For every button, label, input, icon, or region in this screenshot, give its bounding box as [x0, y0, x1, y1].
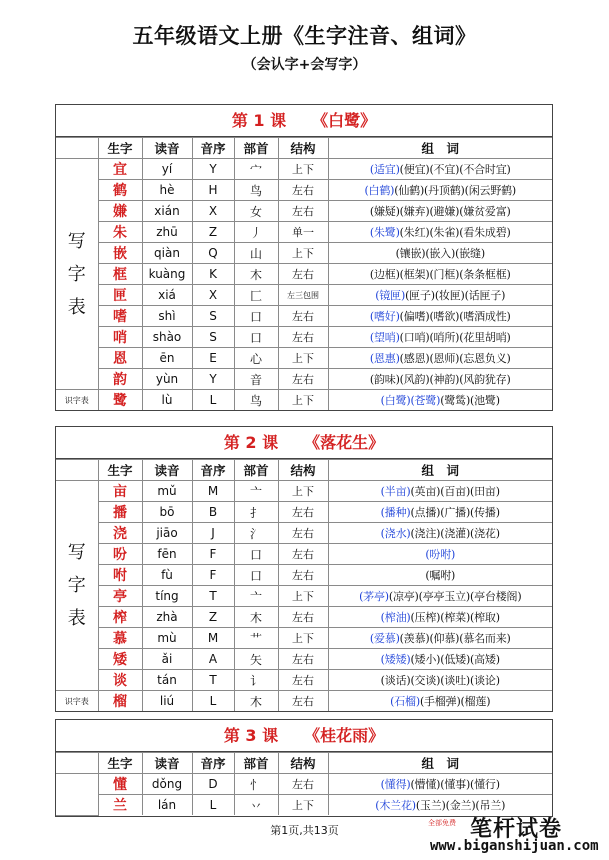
pinyin-cell: lù — [142, 390, 192, 411]
order-cell: Z — [192, 222, 234, 243]
words-cell — [328, 201, 552, 222]
radical-cell: 艹 — [234, 628, 278, 649]
text-word: (嫌疑)(嫌弃)(避嫌)(嫌贫爱富) — [369, 205, 511, 218]
text-word: (鹭鸶)(池鹭) — [440, 394, 500, 407]
words-cell — [328, 159, 552, 180]
order-cell: L — [192, 390, 234, 411]
pinyin-cell: ǎi — [142, 649, 192, 670]
structure-cell: 上下 — [278, 159, 328, 180]
text-word: (偏嗜)(嗜欲)(嗜酒成性) — [399, 310, 511, 323]
pinyin-cell: zhà — [142, 607, 192, 628]
words-cell — [328, 222, 552, 243]
text-word-highlight: (榨油) — [380, 611, 411, 624]
brand-url[interactable]: www.biganshijuan.com — [430, 838, 599, 854]
column-header: 读音 — [142, 138, 192, 159]
order-cell: H — [192, 180, 234, 201]
table-row — [56, 523, 552, 544]
text-word-highlight: (播种) — [380, 506, 411, 519]
table-row — [56, 327, 552, 348]
shizi-label: 识字表 — [56, 390, 98, 411]
side-label — [56, 159, 98, 390]
structure-cell: 上下 — [278, 481, 328, 502]
character-cell: 亩 — [98, 481, 142, 502]
side-label-char: 写 — [67, 542, 86, 563]
pinyin-cell: tíng — [142, 586, 192, 607]
text-word-highlight: (朱鹭) — [369, 226, 400, 239]
order-cell: Q — [192, 243, 234, 264]
text-word: (口哨)(哨所)(花里胡哨) — [399, 331, 511, 344]
character-cell: 嗜 — [98, 306, 142, 327]
radical-cell: 丷 — [234, 795, 278, 816]
structure-cell: 左右 — [278, 607, 328, 628]
radical-cell: 心 — [234, 348, 278, 369]
table-row — [56, 306, 552, 327]
structure-cell: 左右 — [278, 544, 328, 565]
table-row — [56, 544, 552, 565]
table-row — [56, 607, 552, 628]
text-word: (感恩)(恩师)(忘恩负义) — [399, 352, 511, 365]
shizi-label: 识字表 — [56, 691, 98, 712]
structure-cell: 单一 — [278, 222, 328, 243]
column-header: 生字 — [98, 460, 142, 481]
column-header: 音序 — [192, 460, 234, 481]
radical-cell: 口 — [234, 327, 278, 348]
table-row — [56, 586, 552, 607]
pinyin-cell: mù — [142, 628, 192, 649]
radical-cell: 扌 — [234, 502, 278, 523]
words-cell — [328, 306, 552, 327]
lesson-title — [56, 105, 552, 137]
order-cell: D — [192, 774, 234, 795]
lesson-title — [56, 427, 552, 459]
column-header: 结构 — [278, 460, 328, 481]
side-label — [56, 774, 98, 816]
text-word: (浇注)(浇灌)(浇花) — [410, 527, 500, 540]
side-label-char: 字 — [67, 575, 86, 596]
order-cell: E — [192, 348, 234, 369]
pinyin-cell: zhū — [142, 222, 192, 243]
text-word: (朱红)(朱雀)(看朱成碧) — [399, 226, 511, 239]
structure-cell: 左右 — [278, 691, 328, 712]
character-cell: 兰 — [98, 795, 142, 816]
column-header: 组 词 — [328, 753, 552, 774]
pinyin-cell: ēn — [142, 348, 192, 369]
pinyin-cell: shì — [142, 306, 192, 327]
page-title: 五年级语文上册《生字注音、组词》 — [132, 24, 477, 48]
column-header: 组 词 — [328, 460, 552, 481]
pinyin-cell: jiāo — [142, 523, 192, 544]
pinyin-cell: fēn — [142, 544, 192, 565]
pinyin-cell: bō — [142, 502, 192, 523]
lesson-number: 第 2 课 — [223, 433, 279, 452]
text-word: (便宜)(不宜)(不合时宜) — [399, 163, 511, 176]
column-header: 音序 — [192, 753, 234, 774]
lesson-title — [56, 720, 552, 752]
table-row — [56, 180, 552, 201]
words-cell — [328, 586, 552, 607]
structure-cell: 左右 — [278, 670, 328, 691]
side-label-char: 字 — [67, 263, 86, 285]
brand-logo: 笔杆试卷 — [470, 817, 563, 842]
radical-cell: 口 — [234, 306, 278, 327]
words-cell — [328, 523, 552, 544]
text-word-highlight: (半亩) — [380, 485, 411, 498]
text-word-highlight: (白鹤) — [364, 184, 395, 197]
column-header: 读音 — [142, 460, 192, 481]
order-cell: F — [192, 565, 234, 586]
radical-cell: 鸟 — [234, 390, 278, 411]
text-word-highlight: (石榴) — [390, 695, 420, 708]
lesson-name: 《桂花雨》 — [304, 726, 385, 745]
char-table — [56, 137, 552, 410]
lesson-name: 《白鹭》 — [312, 111, 377, 130]
table-row — [56, 201, 552, 222]
lesson-name: 《落花生》 — [304, 433, 385, 452]
order-cell: L — [192, 795, 234, 816]
character-cell: 哨 — [98, 327, 142, 348]
radical-cell: 讠 — [234, 670, 278, 691]
character-cell: 鹤 — [98, 180, 142, 201]
text-word: (英亩)(百亩)(田亩) — [410, 485, 500, 498]
text-word-highlight: (茅亭) — [359, 590, 389, 603]
lesson-3 — [55, 719, 553, 817]
page-number: 第1页,共13页 — [270, 824, 339, 837]
header-row — [56, 138, 552, 159]
table-row — [56, 243, 552, 264]
table-row — [56, 369, 552, 390]
words-cell — [328, 607, 552, 628]
lesson-number: 第 1 课 — [231, 111, 287, 130]
column-header: 生字 — [98, 753, 142, 774]
character-cell: 宜 — [98, 159, 142, 180]
order-cell: T — [192, 586, 234, 607]
structure-cell: 左三包围 — [278, 285, 328, 306]
table-row — [56, 264, 552, 285]
words-cell — [328, 264, 552, 285]
words-cell — [328, 481, 552, 502]
words-cell — [328, 390, 552, 411]
structure-cell: 左右 — [278, 774, 328, 795]
text-word-highlight: (望哨) — [369, 331, 400, 344]
column-header: 生字 — [98, 138, 142, 159]
column-header: 结构 — [278, 138, 328, 159]
column-header: 组 词 — [328, 138, 552, 159]
structure-cell: 上下 — [278, 243, 328, 264]
table-row — [56, 628, 552, 649]
column-header: 部首 — [234, 753, 278, 774]
pinyin-cell: tán — [142, 670, 192, 691]
structure-cell: 左右 — [278, 523, 328, 544]
pinyin-cell: dǒng — [142, 774, 192, 795]
lesson-1 — [55, 104, 553, 411]
side-label-char: 表 — [67, 608, 86, 629]
radical-cell: 亠 — [234, 586, 278, 607]
structure-cell: 上下 — [278, 348, 328, 369]
header-blank — [56, 138, 98, 159]
words-cell — [328, 369, 552, 390]
structure-cell: 左右 — [278, 306, 328, 327]
words-cell — [328, 243, 552, 264]
structure-cell: 左右 — [278, 201, 328, 222]
order-cell: Y — [192, 369, 234, 390]
pinyin-cell: kuàng — [142, 264, 192, 285]
character-cell: 播 — [98, 502, 142, 523]
text-word: (仙鹤)(丹顶鹤)(闲云野鹤) — [394, 184, 517, 197]
text-word: (矮小)(低矮)(高矮) — [410, 653, 500, 666]
words-cell — [328, 348, 552, 369]
character-cell: 恩 — [98, 348, 142, 369]
words-cell — [328, 502, 552, 523]
structure-cell: 左右 — [278, 565, 328, 586]
order-cell: K — [192, 264, 234, 285]
text-word: (压榨)(榨菜)(榨取) — [410, 611, 500, 624]
header-row — [56, 753, 552, 774]
text-word: (手榴弹)(榴莲) — [419, 695, 491, 708]
pinyin-cell: xiá — [142, 285, 192, 306]
text-word: (边框)(框架)(门框)(条条框框) — [369, 268, 511, 281]
structure-cell: 左右 — [278, 502, 328, 523]
text-word: (匣子)(妆匣)(话匣子) — [405, 289, 506, 302]
text-word: (玉兰)(金兰)(吊兰) — [415, 799, 506, 812]
text-word: (谈话)(交谈)(谈吐)(谈论) — [380, 674, 500, 687]
pinyin-cell: qiàn — [142, 243, 192, 264]
radical-cell: 口 — [234, 544, 278, 565]
radical-cell: 山 — [234, 243, 278, 264]
radical-cell: 氵 — [234, 523, 278, 544]
words-cell — [328, 628, 552, 649]
order-cell: F — [192, 544, 234, 565]
table-row — [56, 222, 552, 243]
character-cell: 浇 — [98, 523, 142, 544]
pinyin-cell: hè — [142, 180, 192, 201]
words-cell — [328, 544, 552, 565]
words-cell — [328, 285, 552, 306]
character-cell: 矮 — [98, 649, 142, 670]
table-row — [56, 481, 552, 502]
radical-cell: 亠 — [234, 481, 278, 502]
table-row — [56, 774, 552, 795]
text-word: (镶嵌)(嵌入)(嵌缝) — [395, 247, 485, 260]
words-cell — [328, 565, 552, 586]
side-label-char: 表 — [67, 296, 86, 318]
text-word-highlight: (镜匣) — [375, 289, 406, 302]
text-word-highlight: (恩惠) — [369, 352, 400, 365]
header-row — [56, 460, 552, 481]
radical-cell: 口 — [234, 565, 278, 586]
text-word: (懵懂)(懂事)(懂行) — [410, 778, 500, 791]
structure-cell: 上下 — [278, 628, 328, 649]
character-cell: 韵 — [98, 369, 142, 390]
character-cell: 榴 — [98, 691, 142, 712]
column-header: 读音 — [142, 753, 192, 774]
pinyin-cell: liú — [142, 691, 192, 712]
order-cell: X — [192, 201, 234, 222]
char-table — [56, 752, 552, 816]
side-label — [56, 481, 98, 691]
structure-cell: 上下 — [278, 586, 328, 607]
text-word-highlight: (矮矮) — [380, 653, 411, 666]
radical-cell: 矢 — [234, 649, 278, 670]
words-cell — [328, 180, 552, 201]
table-row — [56, 691, 552, 712]
text-word-highlight: (木兰花) — [375, 799, 416, 812]
column-header: 结构 — [278, 753, 328, 774]
character-cell: 嫌 — [98, 201, 142, 222]
order-cell: Y — [192, 159, 234, 180]
table-row — [56, 285, 552, 306]
column-header: 部首 — [234, 138, 278, 159]
text-word-highlight: (懂得) — [380, 778, 411, 791]
order-cell: M — [192, 628, 234, 649]
radical-cell: 鸟 — [234, 180, 278, 201]
words-cell — [328, 774, 552, 795]
character-cell: 懂 — [98, 774, 142, 795]
text-word-highlight: (嗜好) — [369, 310, 400, 323]
character-cell: 吩 — [98, 544, 142, 565]
pinyin-cell: yí — [142, 159, 192, 180]
character-cell: 嵌 — [98, 243, 142, 264]
order-cell: L — [192, 691, 234, 712]
order-cell: M — [192, 481, 234, 502]
character-cell: 慕 — [98, 628, 142, 649]
table-row — [56, 390, 552, 411]
character-cell: 鹭 — [98, 390, 142, 411]
header-blank — [56, 753, 98, 774]
words-cell — [328, 649, 552, 670]
order-cell: B — [192, 502, 234, 523]
pinyin-cell: fù — [142, 565, 192, 586]
structure-cell: 左右 — [278, 649, 328, 670]
character-cell: 榨 — [98, 607, 142, 628]
pinyin-cell: xián — [142, 201, 192, 222]
radical-cell: 宀 — [234, 159, 278, 180]
text-word-highlight: (爱慕) — [369, 632, 400, 645]
lesson-number: 第 3 课 — [223, 726, 279, 745]
structure-cell: 左右 — [278, 327, 328, 348]
text-word-highlight: (白鹭)(苍鹭) — [380, 394, 441, 407]
order-cell: X — [192, 285, 234, 306]
radical-cell: 丿 — [234, 222, 278, 243]
radical-cell: 木 — [234, 691, 278, 712]
order-cell: Z — [192, 607, 234, 628]
text-word: (凉亭)(亭亭玉立)(亭台楼阁) — [388, 590, 522, 603]
structure-cell: 左右 — [278, 264, 328, 285]
text-word: (韵味)(风韵)(神韵)(风韵犹存) — [369, 373, 511, 386]
radical-cell: 匚 — [234, 285, 278, 306]
text-word: (羡慕)(仰慕)(慕名而来) — [399, 632, 511, 645]
structure-cell: 上下 — [278, 795, 328, 816]
radical-cell: 忄 — [234, 774, 278, 795]
table-row — [56, 649, 552, 670]
table-row — [56, 502, 552, 523]
character-cell: 亭 — [98, 586, 142, 607]
pinyin-cell: shào — [142, 327, 192, 348]
char-table — [56, 459, 552, 711]
text-word: (点播)(广播)(传播) — [410, 506, 500, 519]
character-cell: 匣 — [98, 285, 142, 306]
lesson-2 — [55, 426, 553, 712]
structure-cell: 左右 — [278, 369, 328, 390]
text-word-highlight: (吩咐) — [425, 548, 456, 561]
table-row — [56, 348, 552, 369]
brand-tag: 全部免费 — [428, 819, 456, 827]
page-subtitle: （会认字+会写字） — [242, 57, 367, 73]
character-cell: 朱 — [98, 222, 142, 243]
words-cell — [328, 327, 552, 348]
radical-cell: 女 — [234, 201, 278, 222]
pinyin-cell: yùn — [142, 369, 192, 390]
order-cell: S — [192, 306, 234, 327]
header-blank — [56, 460, 98, 481]
order-cell: T — [192, 670, 234, 691]
text-word-highlight: (适宜) — [369, 163, 400, 176]
table-row — [56, 565, 552, 586]
radical-cell: 音 — [234, 369, 278, 390]
character-cell: 谈 — [98, 670, 142, 691]
radical-cell: 木 — [234, 607, 278, 628]
table-row — [56, 670, 552, 691]
order-cell: S — [192, 327, 234, 348]
words-cell — [328, 691, 552, 712]
text-word-highlight: (浇水) — [380, 527, 411, 540]
table-row — [56, 159, 552, 180]
pinyin-cell: mǔ — [142, 481, 192, 502]
structure-cell: 左右 — [278, 180, 328, 201]
structure-cell: 上下 — [278, 390, 328, 411]
pinyin-cell: lán — [142, 795, 192, 816]
text-word: (嘱咐) — [425, 569, 456, 582]
column-header: 音序 — [192, 138, 234, 159]
order-cell: A — [192, 649, 234, 670]
words-cell — [328, 670, 552, 691]
character-cell: 框 — [98, 264, 142, 285]
side-label-char: 写 — [67, 230, 86, 252]
character-cell: 咐 — [98, 565, 142, 586]
order-cell: J — [192, 523, 234, 544]
radical-cell: 木 — [234, 264, 278, 285]
column-header: 部首 — [234, 460, 278, 481]
